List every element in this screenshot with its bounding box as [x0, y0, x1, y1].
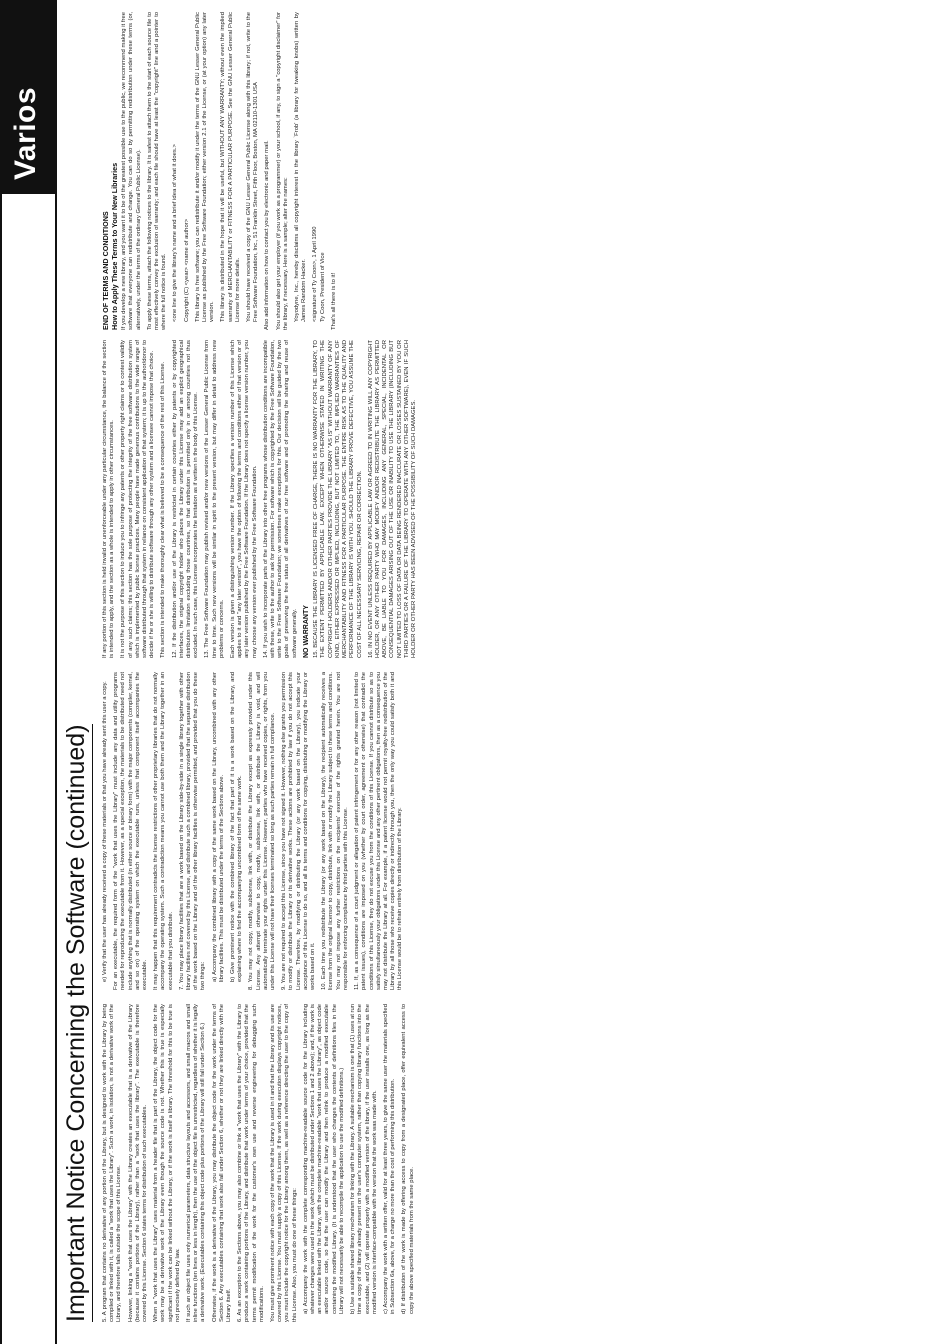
paragraph: It may happen that this requirement contradicts the license restrictions of other proprietary libraries that do not normally accompany the operating system. Such a contradiction means you cannot use both them and the Library together in an executable that you distribute.: [153, 672, 174, 990]
paragraph: e) Verify that the user has already received a copy of these materials or that you have already sent this user a copy.: [102, 681, 108, 982]
paragraph: If such an object file uses only numerical parameters, data structure layouts and accessors, and small macros and small inline functions (ten lines or less in length), then the use of the object file is unrestricted, regardless of whether it is legally a derivative work. (Executables containing this object code plus portions of the Library will still fall under Section 6.): [186, 1004, 207, 1322]
paragraph: 11. If, as a consequence of a court judgment or allegation of patent infringement or for any other reason (not limited to patent issues), conditions are imposed on you (whether by court order, agreement or otherwise) that contradict the conditions of this License, they do not excuse you from the conditions of this License. If you cannot distribute so as to satisfy simultaneously your obligations under this License and any other pertinent obligations, then as a consequence you may not distribute the Library at all. For example, if a patent license would not permit royalty-free redistribution of the Library by all those who receive copies directly or indirectly through you, then the only way you could satisfy both it and this License would be to refrain entirely from distribution of the Library.: [354, 672, 404, 990]
paragraph: 16. IN NO EVENT UNLESS REQUIRED BY APPLICABLE LAW OR AGREED TO IN WRITING WILL ANY COPYRIGHT HOLDER, OR ANY OTHER PARTY WHO MAY MODIFY AND/OR REDISTRIBUTE THE LIBRARY AS PERMITTED ABOVE, BE LIABLE TO YOU FOR DAMAGES, INCLUDING ANY GENERAL, SPECIAL, INCIDENTAL OR CONSEQUENTIAL DAMAGES ARISING OUT OF THE USE OR INABILITY TO USE THE LIBRARY (INCLUDING BUT NOT LIMITED TO LOSS OF DATA OR DATA BEING RENDERED INACCURATE OR LOSSES SUSTAINED BY YOU OR THIRD PARTIES OR A FAILURE OF THE LIBRARY TO OPERATE WITH ANY OTHER SOFTWARE), EVEN IF SUCH HOLDER OR OTHER PARTY HAS BEEN ADVISED OF THE POSSIBILITY OF SUCH DAMAGES.: [367, 340, 417, 658]
paragraph: If any portion of this section is held invalid or unenforceable under any particular circumstance, the balance of the section is intended to apply, and the section as a whole is intended to apply in other circumstances.: [102, 340, 116, 658]
top-rule: [0, 0, 2, 1344]
paragraph: 10. Each time you redistribute the Library (or any work based on the Library), the recipient automatically receives a license from the original licensor to copy, distribute, link with or modify the Library subject to these terms and conditions. You may not impose any further restrictions on the recipients' exercise of the rights granted herein. You are not responsible for enforcing compliance by third parties with this License.: [321, 672, 349, 990]
paragraph: b) Give prominent notice with the combined library of the fact that part of it is a work based on the Library, and explaining where to find the accompanying uncombined form of the same work.: [230, 672, 244, 982]
paragraph: This library is distributed in the hope that it will be useful, but WITHOUT ANY WARRANTY; without even the implied warranty of MERCHANTABILITY or FITNESS FOR A PARTICULAR PURPOSE. See the GNU Lesser General Public License for more details.: [220, 12, 241, 322]
paragraph: When a "work that uses the Library" uses material from a header file that is part of the Library, the object code for the work may be a derivative work of the Library even though the source code is not. Whether this is true is especially significant if the work can be linked without the Library, or if the work is itself a library. The threshold for this to be true is not precisely defined by law.: [153, 1004, 181, 1322]
paragraph: a) Accompany the work with the complete corresponding machine-readable source code for the Library including whatever changes were used in the work (which must be distributed under Sections 1 and 2 above); and, if the work is an executable linked with the Library, with the complete machine-readable "work that uses the Library", as object code and/or source code, so that the user can modify the Library and then relink to produce a modified executable containing the modified Library. (It is understood that the user who changes the contents of definitions files in the Library will not necessarily be able to recompile the application to use the modified definitions.): [302, 1004, 345, 1314]
paragraph: 9. You are not required to accept this License, since you have not signed it. However, nothing else grants you permission to modify or distribute the Library or its derivative works. These actions are prohibited by law if you do not accept this License. Therefore, by modifying or distributing the Library (or any work based on the Library), you indicate your acceptance of this License to do so, and all its terms and conditions for copying, distributing or modifying the Library or works based on it.: [281, 672, 317, 990]
section-tab-label: Varios: [9, 86, 42, 180]
paragraph: b) Use a suitable shared library mechanism for linking with the Library. A suitable mechanism is one that (1) uses at run time a copy of the library already present on the user's computer system, rather than copying library functions into the executable, and (2) will operate properly with a modified version of the library, if the user installs one, as long as the modified version is interface-compatible with the version that the work was made with.: [350, 1004, 378, 1314]
header-rule: [55, 0, 57, 1344]
paragraph: 8. You may not copy, modify, sublicense, link with, or distribute the Library except as expressly provided under this License. Any attempt otherwise to copy, modify, sublicense, link with, or distribute the Library is void, and will automatically terminate your rights under this License. However, parties who have received copies, or rights, from you under this License will not have their licenses terminated so long as such parties remain in full compliance.: [248, 672, 277, 990]
paragraph: If you develop a new library, and you want it to be of the greatest possible use to the public, we recommend making it free software that everyone can redistribute and change. You can do so by permitting redistribution under these terms (or, alternatively, under the terms of the ordinary General Public License).: [121, 12, 142, 330]
paragraph: You should have received a copy of the GNU Lesser General Public License along with this library; if not, write to the Free Software Foundation, Inc., 51 Franklin Street, Fifth Floor, Boston, MA 02110-1301 USA: [246, 12, 260, 322]
paragraph: 14. If you wish to incorporate parts of the Library into other free programs whose distribution conditions are incompatible with these, write to the author to ask for permission. For software which is copyrighted by the Free Software Foundation, write to the Free Software Foundation; we sometimes make exceptions for this. Our decision will be guided by the two goals of preserving the free status of all derivatives of our free software and of promoting the sharing and reuse of software generally.: [262, 340, 298, 658]
paragraph: Copyright (C) <year> <name of author>: [183, 218, 190, 322]
paragraph: Otherwise, if the work is a derivative of the Library, you may distribute the object code for the work under the terms of Section 6. Any executables containing that work also fall under Section 6, whether or not they are linked directly with the Library itself.: [211, 1004, 233, 1322]
text-column-4: [102, 12, 942, 330]
paragraph: Yoyodyne, Inc., hereby disclaims all copyright interest in the library `Frob' (a library for tweaking knobs) written by James Random Hacker.: [294, 12, 308, 322]
paragraph: That's all there is to it!: [330, 272, 337, 330]
paragraph: However, linking a "work that uses the Library" with the Library creates an executable that is a derivative of the Library (because it contains portions of the Library), rather than a "work that uses the library". The executable is therefore covered by this License. Section 6 states terms for distribution of such executables.: [127, 1004, 149, 1322]
text-column-3: [102, 340, 942, 658]
paragraph: Also add information on how to contact you by electronic and paper mail.: [264, 140, 271, 330]
paragraph: For an executable, the required form of the "work that uses the Library" must include any data and utility programs needed for reproducing the executable from it. However, as a special exception, the materials to be distributed need not include anything that is normally distributed (in either source or binary form) with the major components (compiler, kernel, and so on) of the operating system on which the executable runs, unless that component itself accompanies the executable.: [113, 672, 149, 990]
paragraph: This section is intended to make thoroughly clear what is believed to be a consequence of the rest of this License.: [160, 361, 167, 658]
paragraph: <one line to give the library's name and a brief idea of what it does.>: [172, 144, 179, 322]
paragraph: 5. A program that contains no derivative of any portion of the Library, but is designed to work with the Library by being compiled or linked with it, is called a "work that uses the Library". Such a work, in isolation, is not a derivative work of the Library, and therefore falls outside the scope of this License.: [102, 1004, 123, 1322]
paragraph: Ty Coon, President of Vice: [319, 252, 326, 322]
page-title: Important Notice Concerning the Software (continued): [62, 724, 93, 1322]
paragraph: To apply these terms, attach the following notices to the library. It is safest to attach them to the start of each source file to most effectively convey the exclusion of warranty; and each file should have at least the "copyright" line and a pointer to where the full notice is found.: [146, 12, 168, 330]
paragraph: d) If distribution of the work is made by offering access to copy from a designated place, offer equivalent access to copy the above specified materials from the same place.: [401, 1004, 415, 1314]
paragraph: 12. If the distribution and/or use of the Library is restricted in certain countries either by patents or by copyrighted interfaces, the original copyright holder who places the Library under this License may add an explicit geographical distribution limitation excluding those countries, so that distribution is permitted only in or among countries not thus excluded. In such case, this License incorporates the limitation as if written in the body of this License.: [171, 340, 200, 658]
paragraph: <signature of Ty Coon>, 1 April 1990: [312, 226, 319, 322]
section-heading: How to Apply These Terms to Your New Libraries: [109, 162, 119, 330]
paragraph: 6. As an exception to the Sections above, you may also combine or link a "work that uses the Library" with the Library to produce a work containing portions of the Library, and distribute that work under terms of your choice, provided that the terms permit modification of the work for the customer's own use and reverse engineering for debugging such modifications.: [237, 1004, 265, 1322]
paragraph: This library is free software; you can redistribute it and/or modify it under the terms of the GNU Lesser General Public License as published by the Free Software Foundation; either version 2.1 of the License, or (at your option) any later version.: [194, 12, 216, 322]
paragraph: It is not the purpose of this section to induce you to infringe any patents or other property right claims or to contest validity of any such claims; this section has the sole purpose of protecting the integrity of the free software distribution system which is implemented by public license practices. Many people have made generous contributions to the wide range of software distributed through that system in reliance on consistent application of that system; it is up to the author/donor to decide if he or she is willing to distribute software through any other system and a licensee cannot impose that choice.: [120, 340, 156, 658]
paragraph: a) Accompany the combined library with a copy of the same work based on the Library, uncombined with any other library facilities. This must be distributed under the terms of the Sections above.: [211, 672, 225, 982]
paragraph: 7. You may place library facilities that are a work based on the Library side-by-side in a single library together with other library facilities not covered by this License, and distribute such a combined library, provided that the separate distribution of the work based on the Library and of the other library facilities is otherwise permitted, and provided that you do these two things:: [178, 672, 207, 990]
paragraph: 13. The Free Software Foundation may publish revised and/or new versions of the Lesser General Public License from time to time. Such new versions will be similar in spirit to the present version, but may differ in detail to address new problems or concerns.: [204, 340, 225, 658]
paragraph: 15. BECAUSE THE LIBRARY IS LICENSED FREE OF CHARGE, THERE IS NO WARRANTY FOR THE LIBRARY, TO THE EXTENT PERMITTED BY APPLICABLE LAW. EXCEPT WHEN OTHERWISE STATED IN WRITING THE COPYRIGHT HOLDERS AND/OR OTHER PARTIES PROVIDE THE LIBRARY "AS IS" WITHOUT WARRANTY OF ANY KIND, EITHER EXPRESSED OR IMPLIED, INCLUDING, BUT NOT LIMITED TO, THE IMPLIED WARRANTIES OF MERCHANTABILITY AND FITNESS FOR A PARTICULAR PURPOSE. THE ENTIRE RISK AS TO THE QUALITY AND PERFORMANCE OF THE LIBRARY IS WITH YOU. SHOULD THE LIBRARY PROVE DEFECTIVE, YOU ASSUME THE COST OF ALL NECESSARY SERVICING, REPAIR OR CORRECTION.: [313, 340, 363, 658]
paragraph: c) Accompany the work with a written offer, valid for at least three years, to give the same user the materials specified in Subsection 6a, above, for a charge no more than the cost of performing this distribution.: [382, 1004, 397, 1314]
section-heading: END OF TERMS AND CONDITIONS: [101, 211, 110, 330]
section-tab: [0, 0, 55, 194]
text-column-1: [102, 1004, 942, 1322]
paragraph: Each version is given a distinguishing version number. If the Library specifies a version number of this License which applies to it and "any later version", you have the option of following the terms and conditions either of that version or of any later version published by the Free Software Foundation. If the Library does not specify a license version number, you may choose any version ever published by the Free Software Foundation.: [230, 340, 258, 658]
section-heading: NO WARRANTY: [302, 605, 310, 658]
paragraph: You should also get your employer (if you work as a programmer) or your school, if any, to sign a "copyright disclaimer" for the library, if necessary. Here is a sample; alter the names:: [275, 12, 289, 330]
paragraph: You must give prominent notice with each copy of the work that the Library is used in it and that the Library and its use are covered by this License. You must supply a copy of this License. If the work during execution displays copyright notices, you must include the copyright notice for the Library among them, as well as a reference directing the user to the copy of this License. Also, you must do one of these things:: [270, 1004, 298, 1322]
text-column-2: [102, 672, 942, 990]
